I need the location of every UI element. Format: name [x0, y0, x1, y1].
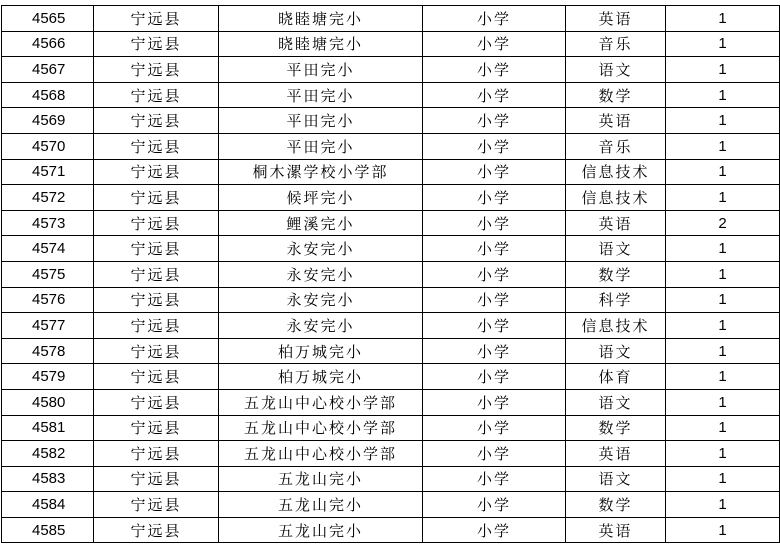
- cell-position-number: 4584: [2, 492, 94, 518]
- cell-position-number: 4575: [2, 261, 94, 287]
- cell-county: 宁远县: [94, 185, 219, 211]
- cell-school: 晓睦塘完小: [219, 31, 423, 57]
- cell-level: 小学: [423, 441, 566, 467]
- table-body: [2, 6, 780, 543]
- cell-level: 小学: [423, 6, 566, 32]
- cell-level: 小学: [423, 31, 566, 57]
- cell-level: 小学: [423, 364, 566, 390]
- cell-count: 1: [666, 389, 780, 415]
- cell-count: 1: [666, 517, 780, 543]
- cell-subject: 语文: [566, 236, 666, 262]
- cell-position-number: 4573: [2, 210, 94, 236]
- cell-subject: 语文: [566, 466, 666, 492]
- cell-level: 小学: [423, 338, 566, 364]
- cell-position-number: 4576: [2, 287, 94, 313]
- cell-count: 1: [666, 466, 780, 492]
- cell-school: 永安完小: [219, 313, 423, 339]
- cell-school: 五龙山完小: [219, 517, 423, 543]
- cell-county: 宁远县: [94, 31, 219, 57]
- table-row: [2, 466, 780, 492]
- cell-subject: 数学: [566, 492, 666, 518]
- cell-count: 1: [666, 364, 780, 390]
- cell-position-number: 4566: [2, 31, 94, 57]
- cell-position-number: 4565: [2, 6, 94, 32]
- cell-position-number: 4578: [2, 338, 94, 364]
- cell-level: 小学: [423, 287, 566, 313]
- cell-position-number: 4580: [2, 389, 94, 415]
- cell-school: 五龙山中心校小学部: [219, 441, 423, 467]
- cell-county: 宁远县: [94, 108, 219, 134]
- cell-position-number: 4572: [2, 185, 94, 211]
- table-row: [2, 313, 780, 339]
- cell-count: 2: [666, 210, 780, 236]
- cell-subject: 英语: [566, 6, 666, 32]
- cell-level: 小学: [423, 492, 566, 518]
- cell-subject: 信息技术: [566, 185, 666, 211]
- cell-count: 1: [666, 441, 780, 467]
- cell-count: 1: [666, 185, 780, 211]
- cell-position-number: 4567: [2, 57, 94, 83]
- cell-position-number: 4571: [2, 159, 94, 185]
- cell-subject: 英语: [566, 108, 666, 134]
- cell-subject: 英语: [566, 517, 666, 543]
- table-row: [2, 210, 780, 236]
- cell-level: 小学: [423, 210, 566, 236]
- cell-level: 小学: [423, 159, 566, 185]
- cell-county: 宁远县: [94, 210, 219, 236]
- cell-subject: 体育: [566, 364, 666, 390]
- cell-position-number: 4577: [2, 313, 94, 339]
- cell-level: 小学: [423, 185, 566, 211]
- table-row: [2, 517, 780, 543]
- cell-school: 柏万城完小: [219, 338, 423, 364]
- cell-level: 小学: [423, 313, 566, 339]
- cell-county: 宁远县: [94, 159, 219, 185]
- cell-level: 小学: [423, 108, 566, 134]
- cell-school: 永安完小: [219, 261, 423, 287]
- table-row: [2, 338, 780, 364]
- cell-school: 五龙山中心校小学部: [219, 389, 423, 415]
- cell-position-number: 4583: [2, 466, 94, 492]
- table-row: [2, 6, 780, 32]
- cell-school: 鲤溪完小: [219, 210, 423, 236]
- cell-county: 宁远县: [94, 517, 219, 543]
- cell-position-number: 4568: [2, 82, 94, 108]
- cell-school: 平田完小: [219, 57, 423, 83]
- table-row: [2, 133, 780, 159]
- table-row: [2, 261, 780, 287]
- cell-subject: 信息技术: [566, 313, 666, 339]
- table-row: [2, 108, 780, 134]
- table-row: [2, 236, 780, 262]
- cell-position-number: 4585: [2, 517, 94, 543]
- cell-school: 晓睦塘完小: [219, 6, 423, 32]
- cell-position-number: 4569: [2, 108, 94, 134]
- cell-school: 桐木漯学校小学部: [219, 159, 423, 185]
- cell-county: 宁远县: [94, 287, 219, 313]
- cell-position-number: 4582: [2, 441, 94, 467]
- cell-subject: 数学: [566, 261, 666, 287]
- cell-subject: 数学: [566, 82, 666, 108]
- table-row: [2, 441, 780, 467]
- cell-county: 宁远县: [94, 415, 219, 441]
- cell-county: 宁远县: [94, 492, 219, 518]
- cell-position-number: 4581: [2, 415, 94, 441]
- cell-county: 宁远县: [94, 261, 219, 287]
- cell-subject: 语文: [566, 57, 666, 83]
- cell-level: 小学: [423, 517, 566, 543]
- cell-school: 永安完小: [219, 236, 423, 262]
- cell-county: 宁远县: [94, 338, 219, 364]
- cell-county: 宁远县: [94, 389, 219, 415]
- cell-count: 1: [666, 338, 780, 364]
- table-row: [2, 82, 780, 108]
- cell-count: 1: [666, 82, 780, 108]
- cell-subject: 数学: [566, 415, 666, 441]
- cell-school: 永安完小: [219, 287, 423, 313]
- cell-county: 宁远县: [94, 466, 219, 492]
- cell-county: 宁远县: [94, 313, 219, 339]
- cell-subject: 信息技术: [566, 159, 666, 185]
- cell-county: 宁远县: [94, 82, 219, 108]
- table-wrapper: [0, 5, 780, 543]
- cell-subject: 语文: [566, 338, 666, 364]
- cell-level: 小学: [423, 389, 566, 415]
- cell-level: 小学: [423, 466, 566, 492]
- cell-subject: 音乐: [566, 133, 666, 159]
- cell-position-number: 4570: [2, 133, 94, 159]
- cell-school: 五龙山中心校小学部: [219, 415, 423, 441]
- cell-count: 1: [666, 261, 780, 287]
- cell-county: 宁远县: [94, 236, 219, 262]
- cell-county: 宁远县: [94, 57, 219, 83]
- cell-count: 1: [666, 415, 780, 441]
- cell-count: 1: [666, 313, 780, 339]
- cell-level: 小学: [423, 82, 566, 108]
- cell-count: 1: [666, 108, 780, 134]
- cell-county: 宁远县: [94, 441, 219, 467]
- cell-county: 宁远县: [94, 133, 219, 159]
- cell-school: 五龙山完小: [219, 466, 423, 492]
- cell-subject: 音乐: [566, 31, 666, 57]
- table-row: [2, 31, 780, 57]
- cell-count: 1: [666, 57, 780, 83]
- cell-school: 候坪完小: [219, 185, 423, 211]
- table-row: [2, 287, 780, 313]
- cell-level: 小学: [423, 415, 566, 441]
- cell-school: 平田完小: [219, 133, 423, 159]
- cell-subject: 语文: [566, 389, 666, 415]
- cell-count: 1: [666, 133, 780, 159]
- cell-position-number: 4579: [2, 364, 94, 390]
- table-row: [2, 415, 780, 441]
- table-row: [2, 389, 780, 415]
- table-row: [2, 185, 780, 211]
- cell-county: 宁远县: [94, 364, 219, 390]
- cell-county: 宁远县: [94, 6, 219, 32]
- positions-table: [1, 5, 780, 543]
- cell-count: 1: [666, 6, 780, 32]
- cell-count: 1: [666, 236, 780, 262]
- cell-count: 1: [666, 31, 780, 57]
- table-row: [2, 364, 780, 390]
- cell-level: 小学: [423, 133, 566, 159]
- cell-subject: 科学: [566, 287, 666, 313]
- cell-count: 1: [666, 492, 780, 518]
- cell-position-number: 4574: [2, 236, 94, 262]
- cell-level: 小学: [423, 57, 566, 83]
- table-row: [2, 159, 780, 185]
- cell-subject: 英语: [566, 210, 666, 236]
- cell-count: 1: [666, 287, 780, 313]
- cell-school: 五龙山完小: [219, 492, 423, 518]
- cell-subject: 英语: [566, 441, 666, 467]
- cell-count: 1: [666, 159, 780, 185]
- cell-level: 小学: [423, 236, 566, 262]
- table-row: [2, 492, 780, 518]
- cell-level: 小学: [423, 261, 566, 287]
- table-row: [2, 57, 780, 83]
- cell-school: 平田完小: [219, 108, 423, 134]
- cell-school: 平田完小: [219, 82, 423, 108]
- cell-school: 柏万城完小: [219, 364, 423, 390]
